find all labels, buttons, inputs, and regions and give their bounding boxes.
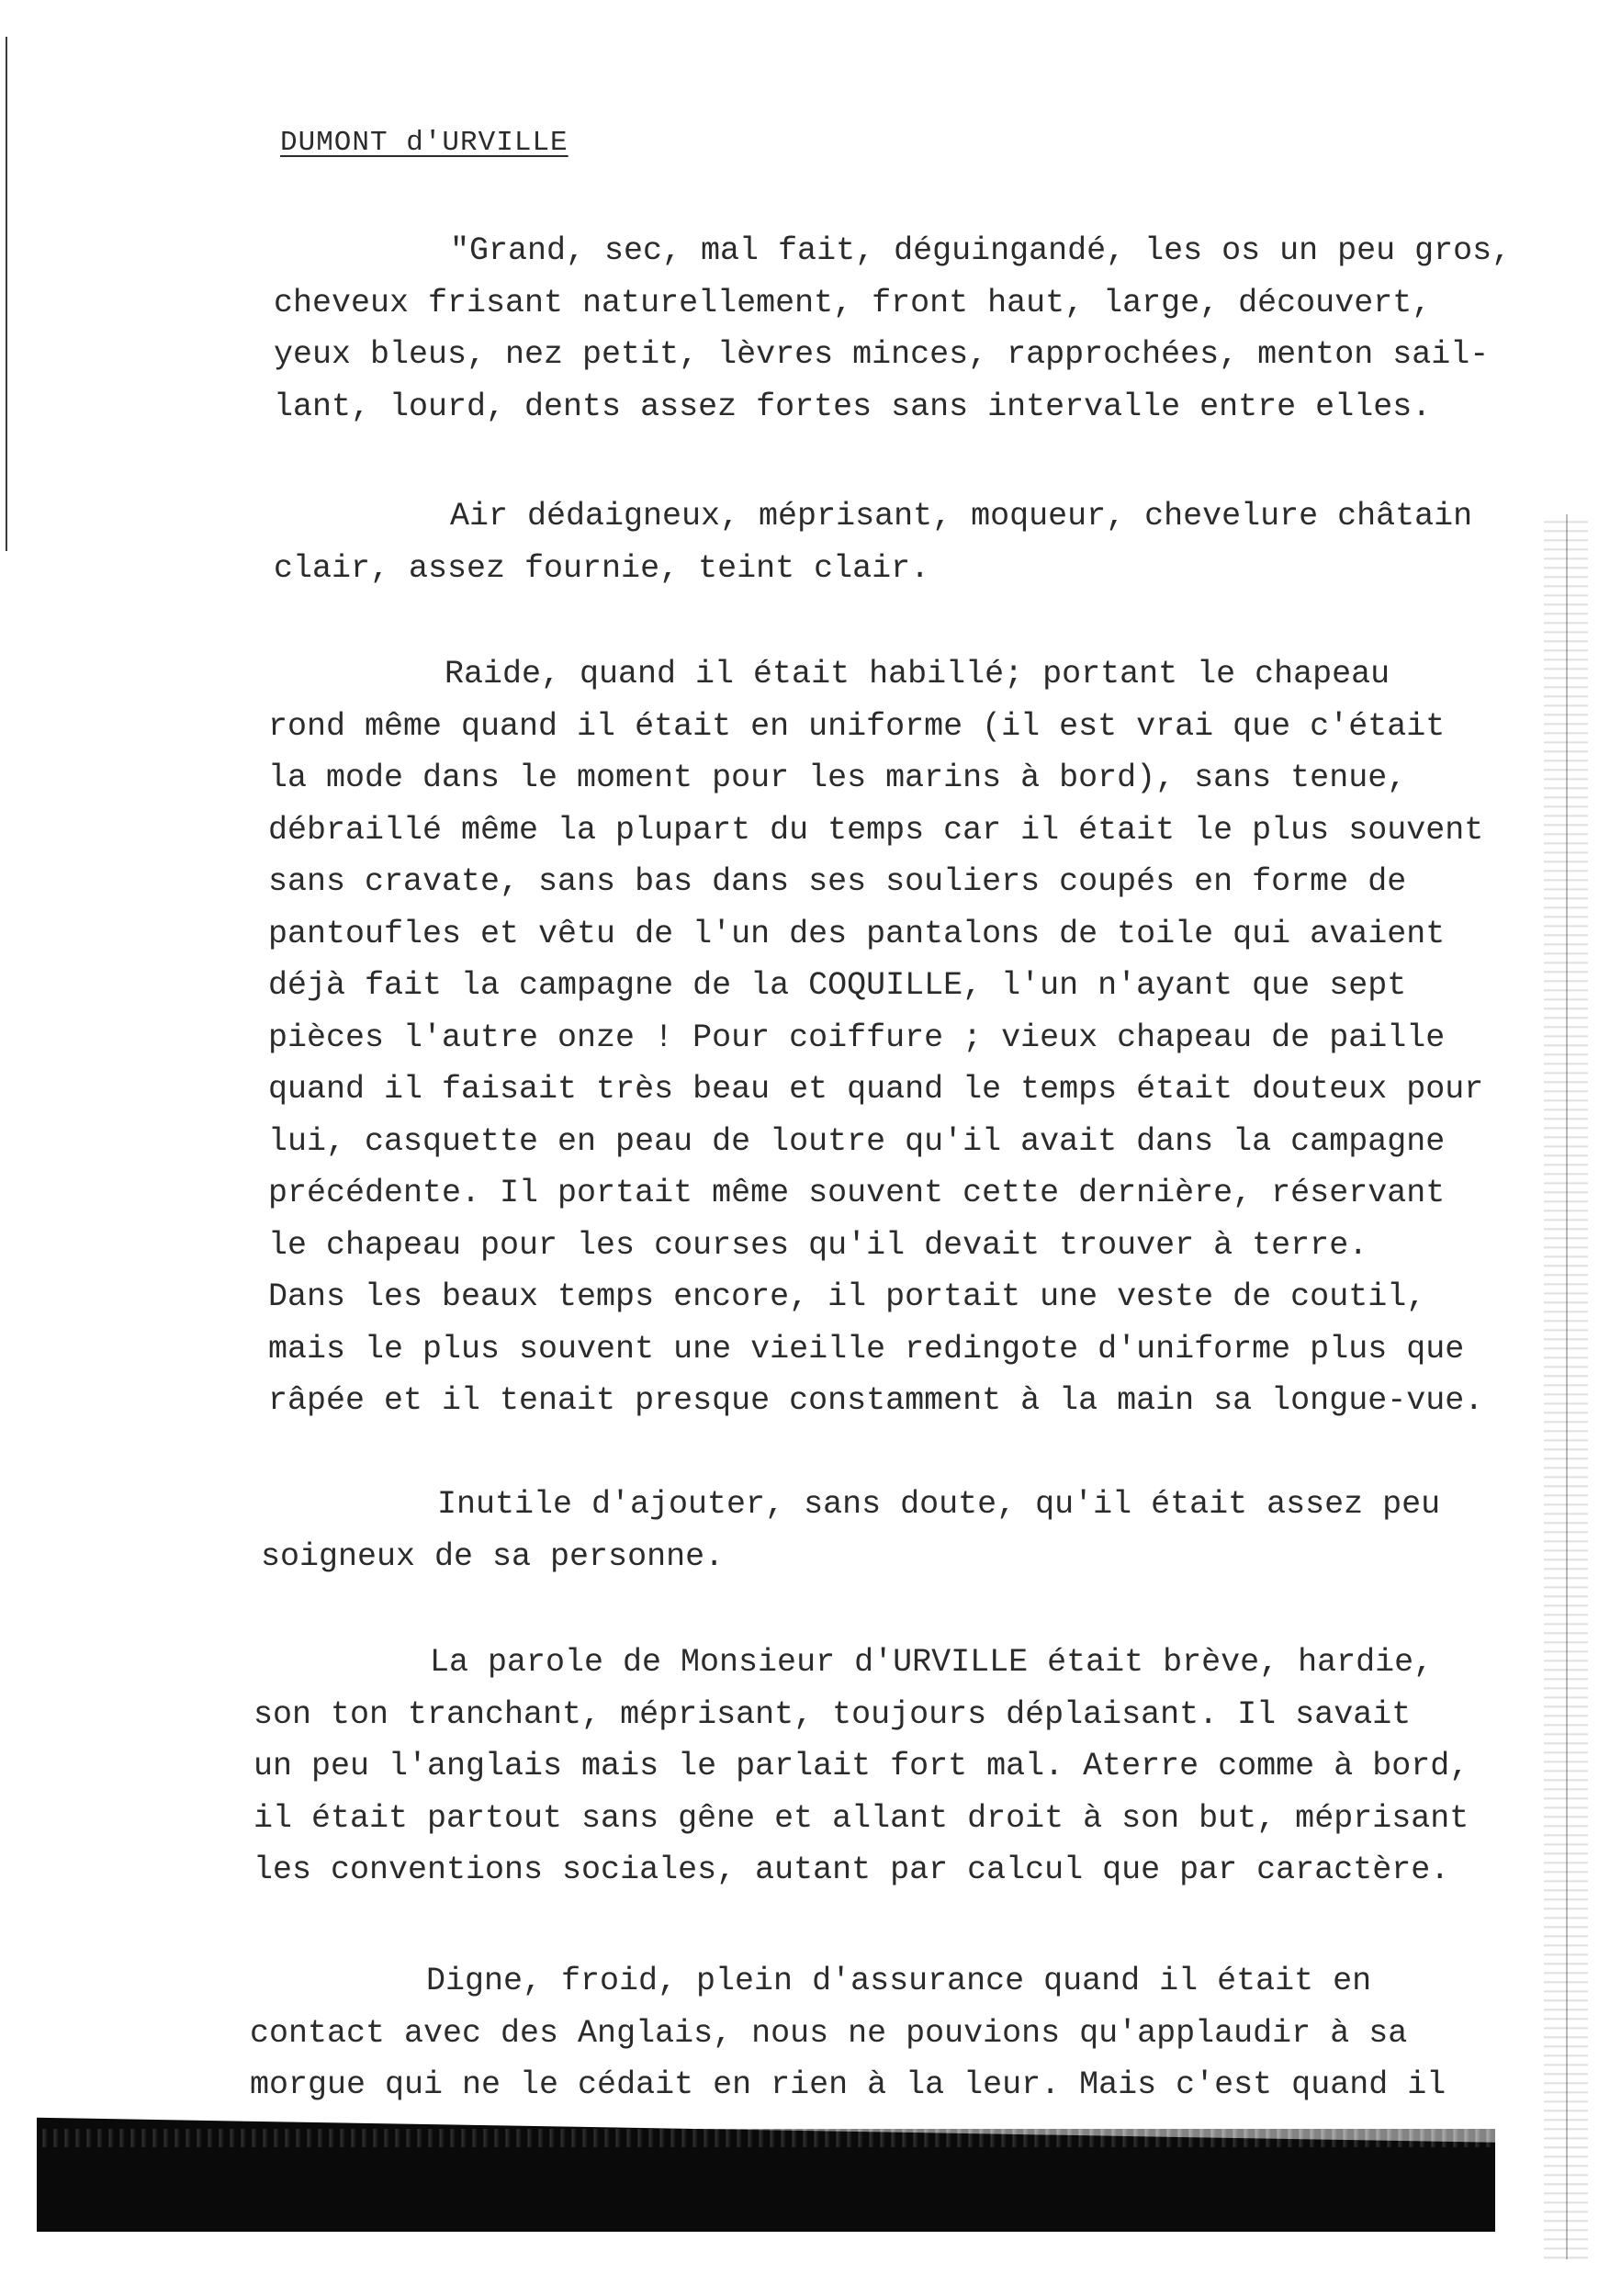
text-line: "Grand, sec, mal fait, déguingandé, les os un peu gros,	[450, 232, 1512, 269]
text-line: morgue qui ne le cédait en rien à la leur. Mais c'est quand il	[250, 2066, 1447, 2103]
text-line: il était partout sans gêne et allant droit à son but, méprisant	[253, 1799, 1469, 1837]
text-line: cheveux frisant naturellement, front haut, large, découvert,	[274, 284, 1432, 321]
text-line: râpée et il tenait presque constamment à la main sa longue-vue.	[268, 1382, 1484, 1419]
paragraph-6	[250, 1955, 1446, 2111]
scan-left-edge-mark	[6, 37, 7, 551]
text-line: Inutile d'ajouter, sans doute, qu'il était assez peu	[437, 1486, 1441, 1523]
text-line: Air dédaigneux, méprisant, moqueur, chevelure châtain	[450, 498, 1473, 535]
text-line: lui, casquette en peau de loutre qu'il avait dans la campagne	[268, 1122, 1446, 1160]
text-line: les conventions sociales, autant par calcul que par caractère.	[253, 1851, 1450, 1888]
paragraph-2	[274, 490, 1472, 594]
text-line: La parole de Monsieur d'URVILLE était brève, hardie,	[430, 1644, 1434, 1681]
paragraph-3	[268, 648, 1483, 1427]
text-line: débraillé même la plupart du temps car il était le plus souvent	[268, 811, 1484, 849]
text-line: quand il faisait très beau et quand le temps était douteux pour	[268, 1071, 1484, 1108]
scan-right-edge-line	[1566, 514, 1568, 2259]
text-line: Raide, quand il était habillé; portant le chapeau	[445, 656, 1390, 692]
text-line: la mode dans le moment pour les marins à bord), sans tenue,	[268, 760, 1407, 796]
text-line: soigneux de sa personne.	[261, 1537, 725, 1575]
text-line: pièces l'autre onze ! Pour coiffure ; vieux chapeau de paille	[268, 1019, 1446, 1056]
text-line: pantoufles et vêtu de l'un des pantalons de toile qui avaient	[268, 915, 1446, 952]
paragraph-1	[274, 225, 1511, 433]
text-line: rond même quand il était en uniforme (il est vrai que c'était	[268, 707, 1446, 745]
scan-bottom-band-edge	[37, 2129, 1495, 2147]
text-line: Dans les beaux temps encore, il portait une veste de coutil,	[268, 1278, 1426, 1315]
text-line: le chapeau pour les courses qu'il devait trouver à terre.	[268, 1226, 1368, 1264]
text-line: un peu l'anglais mais le parlait fort mal. Aterre comme à bord,	[253, 1748, 1469, 1784]
text-line: Digne, froid, plein d'assurance quand il était en	[426, 1963, 1372, 1999]
text-line: contact avec des Anglais, nous ne pouvions qu'applaudir à sa	[250, 2014, 1408, 2052]
text-line: déjà fait la campagne de la COQUILLE, l'un n'ayant que sept	[268, 967, 1407, 1004]
text-line: précédente. Il portait même souvent cette dernière, réservant	[268, 1175, 1446, 1211]
text-line: clair, assez fournie, teint clair.	[274, 549, 930, 587]
scan-bottom-dark-band	[37, 2108, 1495, 2232]
text-line: yeux bleus, nez petit, lèvres minces, rapprochées, menton sail-	[274, 336, 1490, 373]
text-line: mais le plus souvent une vieille redingote d'uniforme plus que	[268, 1330, 1465, 1367]
text-line: son ton tranchant, méprisant, toujours déplaisant. Il savait	[253, 1695, 1412, 1733]
text-line: sans cravate, sans bas dans ses souliers coupés en forme de	[268, 863, 1407, 900]
paragraph-5	[253, 1637, 1469, 1896]
document-title: DUMONT d'URVILLE	[280, 127, 568, 159]
text-line: lant, lourd, dents assez fortes sans intervalle entre elles.	[274, 388, 1432, 425]
paragraph-4	[261, 1479, 1440, 1582]
